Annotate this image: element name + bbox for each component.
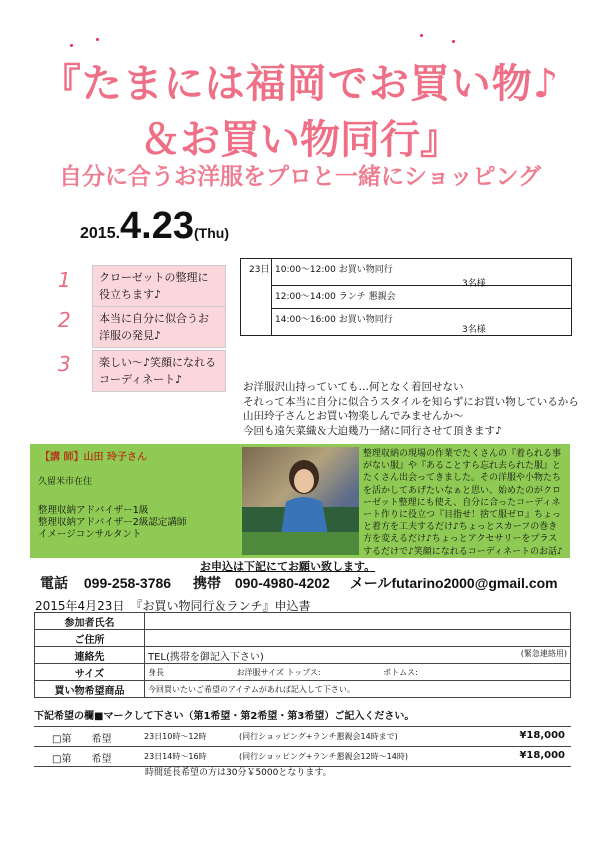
schedule-row [272, 309, 571, 335]
decor-dot [420, 34, 423, 37]
option-choice-checkbox[interactable]: □第 希望 [52, 734, 112, 745]
schedule-time: 12:00～14:00 ランチ 懇親会 [275, 292, 396, 302]
date-year: 2015. [80, 225, 121, 242]
option-desc: (同行ショッピング+ランチ懇親会14時まで) [239, 732, 398, 741]
form-title: 2015年4月23日 『お買い物同行＆ランチ』申込書 [35, 599, 311, 613]
option-time: 23日14時～16時 [144, 752, 207, 761]
choice-section [34, 707, 571, 767]
size-field[interactable] [145, 664, 571, 681]
lecturer-name: 【講 師】山田 玲子さん [40, 452, 147, 463]
option-price: ¥18,000 [519, 730, 565, 741]
form-row [35, 630, 571, 647]
option-time: 23日10時～12時 [144, 732, 207, 741]
intro-line: 山田玲子さんとお買い物楽しんでみませんか～ [243, 410, 464, 422]
qualification: イメージコンサルタント [38, 529, 142, 540]
contact-note: (緊急連絡用) [520, 648, 567, 658]
lecturer-location: 久留米市在住 [38, 477, 93, 487]
schedule-row [272, 259, 571, 289]
main-title-line1: 『たまには福岡でお買い物♪ [40, 61, 560, 107]
schedule-time: 14:00～16:00 お買い物同行 [275, 315, 393, 325]
apply-note: お申込は下記にてお願い致します。 [200, 560, 376, 573]
intro-line: お洋服沢山持っていても…何となく着回せない [243, 381, 464, 393]
event-date [80, 205, 229, 248]
items-note: 今回買いたいご希望のアイテムがあれば記入して下さい。 [148, 684, 355, 694]
mail-label: メール [349, 575, 392, 591]
lecturer-photo [242, 447, 359, 555]
schedule-time: 10:00～12:00 お買い物同行 [275, 265, 393, 275]
intro-line: 今回も遠矢菜織＆大迫幾乃一緒に同行させて頂きます♪ [243, 424, 502, 437]
qualification: 整理収納アドバイザー1級 [38, 505, 149, 516]
decor-dot [96, 38, 99, 41]
form-row [35, 613, 571, 630]
schedule-day: 23日 [249, 265, 270, 275]
point-number: 1 [58, 268, 71, 292]
schedule-table [240, 258, 572, 336]
mobile-number: 090-4980-4202 [234, 575, 330, 591]
main-title-line2: ＆お買い物同行』 [140, 117, 460, 163]
date-dow: (Thu) [194, 225, 229, 241]
decor-dot [70, 44, 73, 47]
contact-label: 連絡先 [35, 647, 145, 664]
point-box: クローゼットの整理に役立ちます♪ [92, 265, 226, 307]
items-label: 買い物希望商品 [35, 681, 145, 698]
contact-value: TEL(携帯を御記入下さい) [148, 651, 264, 663]
date-main: 4.23 [120, 205, 195, 247]
schedule-capacity: 3名様 [462, 325, 486, 335]
address-field[interactable] [145, 630, 571, 647]
size-bottoms: ボトムス: [383, 667, 418, 677]
schedule-day-cell [241, 259, 272, 335]
mail-address: futarino2000@gmail.com [391, 575, 558, 591]
schedule-row [272, 286, 571, 309]
tel-label: 電話 [40, 575, 68, 591]
point-number: 2 [58, 308, 71, 332]
point-number: 3 [58, 352, 71, 376]
intro-line: それって本当に自分に似合うスタイルを知らずにお買い物しているから [243, 395, 579, 408]
option-choice-checkbox[interactable]: □第 希望 [52, 754, 112, 765]
point-box: 楽しい～♪笑顔になれるコーディネート♪ [92, 350, 226, 392]
option-price: ¥18,000 [519, 750, 565, 761]
address-label: ご住所 [35, 630, 145, 647]
lecturer-qualifications [38, 505, 186, 541]
tel-number: 099-258-3786 [83, 575, 172, 591]
schedule-capacity: 3名様 [462, 279, 486, 289]
form-row [35, 664, 571, 681]
intro-text [243, 380, 579, 438]
option-desc: (同行ショッピング+ランチ懇親会12時～14時) [239, 752, 408, 761]
lecturer-description: 整理収納の現場の作業でたくさんの『着られる事がない服』や『あることすら忘れ去られた服』とたくさん出会ってきました。その洋服や小物たちを活かしてあげたいなぁと思い、始めたのがクローゼット整理にも使え、自分に合ったコーディネート作りに役立つ『目指せ！捨て服ゼロ』ちょっと着方を工夫するだけ♪ちょっとスカーフの巻き方を変えるだけ♪ちょっとアクセサリーをプラスするだけで♪笑顔になれるコーディネートのお話♪ [363, 449, 563, 557]
point-box: 本当に自分に似合うお洋服の発見♪ [92, 306, 226, 348]
qualification: 整理収納アドバイザー2級認定講師 [38, 517, 187, 528]
footnote: 時間延長希望の方は30分￥5000となります。 [145, 768, 332, 778]
contact-line [40, 573, 580, 593]
size-tops: お洋服サイズ トップス: [236, 667, 321, 677]
name-field[interactable] [145, 613, 571, 630]
items-field[interactable] [145, 681, 571, 698]
application-form [34, 612, 571, 698]
contact-field[interactable] [145, 647, 571, 664]
form-row [35, 647, 571, 664]
name-label: 参加者氏名 [35, 613, 145, 630]
form-row [35, 681, 571, 698]
choice-instruction: 下記希望の欄■マークして下さい（第1希望・第2希望・第3希望）ご記入ください。 [34, 707, 571, 727]
option-row [34, 747, 571, 767]
option-row [34, 727, 571, 747]
size-height: 身長 [148, 667, 164, 677]
subtitle: 自分に合うお洋服をプロと一緒にショッピング [58, 164, 542, 190]
size-label: サイズ [35, 664, 145, 681]
decor-dot [452, 40, 455, 43]
mobile-label: 携帯 [192, 575, 221, 591]
